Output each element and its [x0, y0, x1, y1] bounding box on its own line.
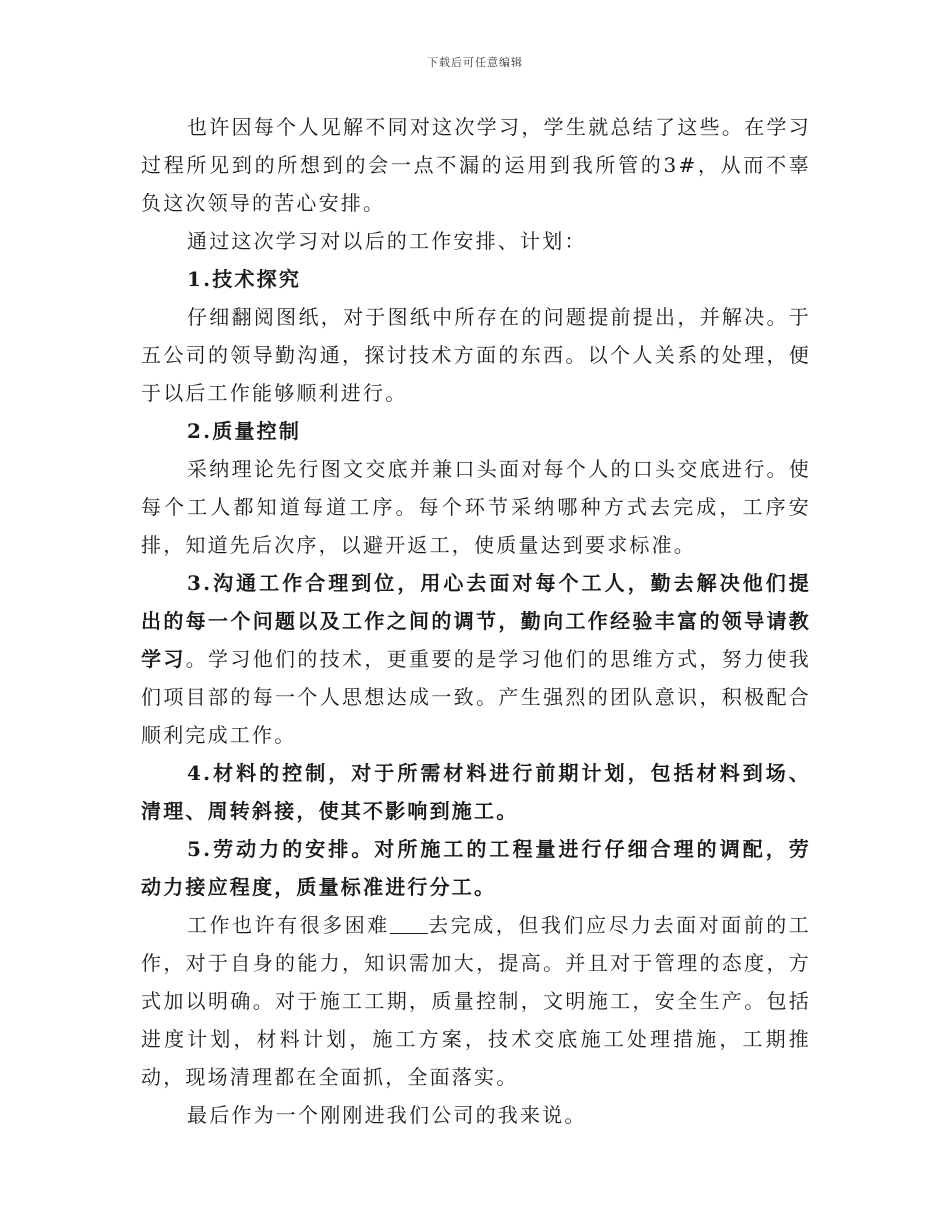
paragraph-quality-control: 采纳理论先行图文交底并兼口头面对每个人的口头交底进行。使每个工人都知道每道工序。每个环节采纳哪种方式去完成，工序安排，知道先后次序，以避开返工，使质量达到要求标准。 [141, 457, 811, 557]
paragraph-material-control: 4.材料的控制，对于所需材料进行前期计划，包括材料到场、清理、周转斜接，使其不影响到施工。 [141, 761, 811, 823]
difficulties-text-start: 工作也许有很多困难 [187, 913, 390, 937]
difficulties-text-rest: 去完成，但我们应尽力去面对面前的工作，对于自身的能力，知识需加大，提高。并且对于管理的态度，方式加以明确。对于施工工期，质量控制，文明施工，安全生产。包括进度计划，材料计划，施工方案，技术交底施工处理措施，工期推动，现场清理都在全面抓，全面落实。 [141, 913, 811, 1089]
paragraph-labor-arrangement: 5.劳动力的安排。对所施工的工程量进行仔细合理的调配，劳动力接应程度，质量标准进行分工。 [141, 837, 811, 899]
page-header-note: 下载后可任意编辑 [427, 56, 523, 69]
heading-quality-control: 2.质量控制 [187, 419, 302, 443]
paragraph-work-difficulties [141, 906, 811, 1096]
heading-tech-research: 1.技术探究 [187, 267, 302, 291]
paragraph-tech-research: 仔细翻阅图纸，对于图纸中所存在的问题提前提出，并解决。于五公司的领导勤沟通，探讨技术方面的东西。以个人关系的处理，便于以后工作能够顺利进行。 [141, 305, 811, 405]
paragraph-closing: 最后作为一个刚刚进我们公司的我来说。 [187, 1103, 587, 1127]
communication-bold-text: 3.沟通工作合理到位，用心去面对每个工人，勤去解决他们提出的每一个问题以及工作之间的调节，勤向工作经验丰富的领导请教学习 [141, 571, 811, 671]
communication-rest-text: 。学习他们的技术，更重要的是学习他们的思维方式，努力使我们项目部的每一个人思想达成一致。产生强烈的团队意识，积极配合顺利完成工作。 [141, 647, 811, 747]
document-body [141, 108, 811, 1134]
blank-underline [390, 913, 428, 934]
paragraph-communication [141, 564, 811, 754]
paragraph-summary: 也许因每个人见解不同对这次学习，学生就总结了这些。在学习过程所见到的所想到的会一点不漏的运用到我所管的3#，从而不辜负这次领导的苦心安排。 [141, 115, 811, 215]
paragraph-plan-intro: 通过这次学习对以后的工作安排、计划： [187, 229, 587, 253]
